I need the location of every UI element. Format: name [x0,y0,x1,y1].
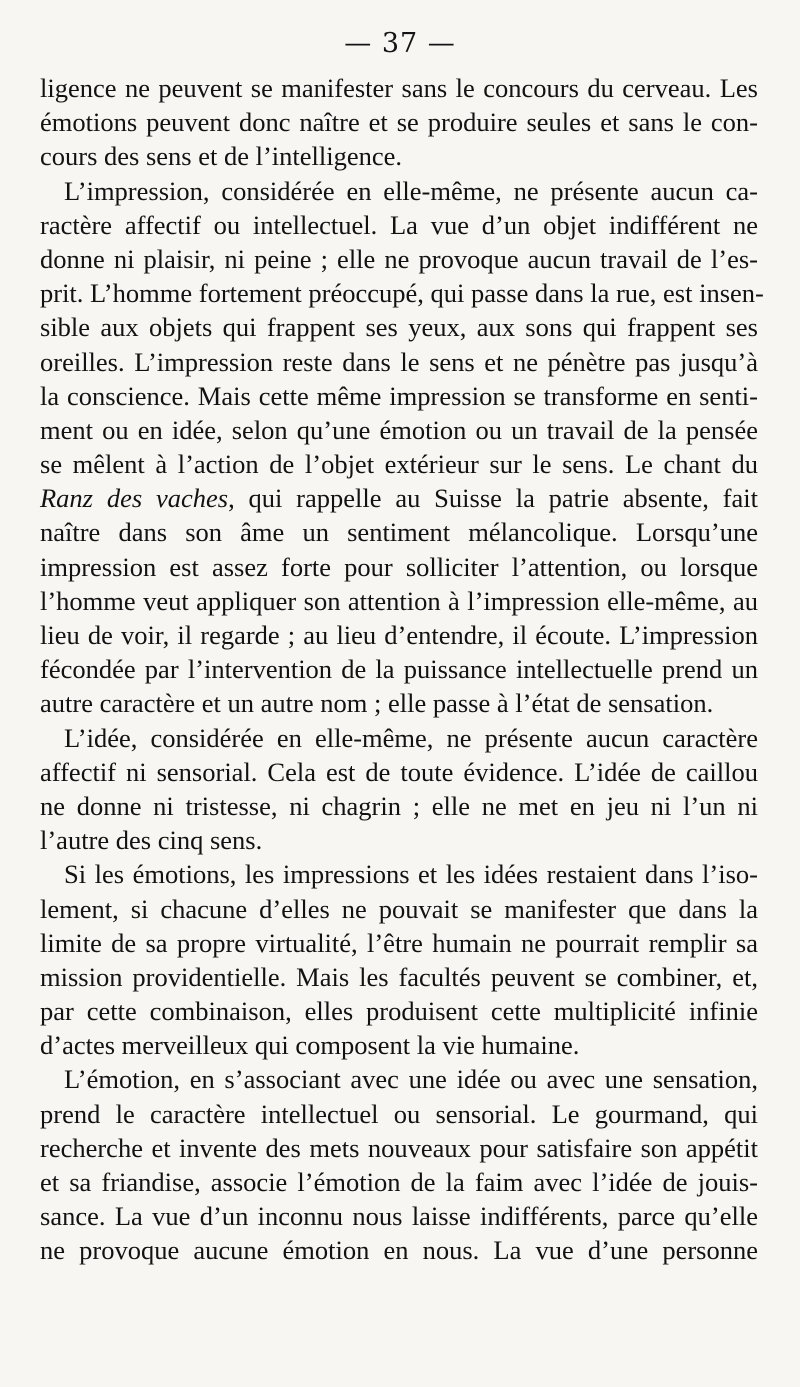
text-line: lieu de voir, il regarde ; au lieu d’entendre, il écoute. L’impression [40,620,758,650]
text-line [40,481,758,515]
text-line: l’autre des cinq sens. [40,825,263,856]
text-line-rest: , qui rappelle au Suisse la patrie absente, fait [228,483,758,514]
text-line: prit. L’homme fortement préoccupé, qui passe dans la rue, est insen- [40,278,764,309]
paragraph [40,174,764,721]
text-line: affectif ni sensorial. Cela est de toute évidence. L’idée de caillou [40,756,758,787]
text-line: naître dans son âme un sentiment mélancolique. Lorsqu’une [40,517,758,548]
italic-title: Ranz des vaches [40,483,229,514]
text-line: ractère affectif ou intellectuel. La vue d’un objet indifférent ne [40,209,758,240]
text-line: Si les émotions, les impressions et les idées restaient dans l’iso- [64,859,758,890]
text-line: sance. La vue d’un inconnu nous laisse indifférents, parce qu’elle [40,1201,758,1232]
text-line: ment ou en idée, selon qu’une émotion ou un travail de la pensée [40,414,758,445]
paragraph [40,71,758,174]
text-line: se mêlent à l’action de l’objet extérieur sur le sens. Le chant du [40,449,758,480]
text-line: donne ni plaisir, ni peine ; elle ne provoque aucun travail de l’es- [40,243,758,274]
text-line: d’actes merveilleux qui composent la vie humaine. [40,1030,580,1061]
text-line: fécondée par l’intervention de la puissance intellectuelle prend un [40,654,758,685]
body-text [40,71,764,1268]
text-line: par cette combinaison, elles produisent cette multiplicité infinie [40,996,758,1027]
text-line: oreilles. L’impression reste dans le sens et ne pénètre pas jusqu’à [40,346,758,377]
text-line: lement, si chacune d’elles ne pouvait se manifester que dans la [40,893,758,924]
text-line: ligence ne peuvent se manifester sans le concours du cerveau. Les [40,73,758,103]
text-line: l’homme veut appliquer son attention à l’impression elle-même, au [40,585,758,616]
text-line: ne donne ni tristesse, ni chagrin ; elle ne met en jeu ni l’un ni [40,790,758,821]
text-line: ne provoque aucune émotion en nous. La vue d’une personne [40,1235,758,1266]
paragraph [40,857,758,1062]
text-line: L’émotion, en s’associant avec une idée ou avec une sensation, [64,1064,758,1095]
text-line: émotions peuvent donc naître et se produire seules et sans le con- [40,107,758,138]
text-line: et sa friandise, associe l’émotion de la faim avec l’idée de jouis- [40,1167,758,1197]
text-line: la conscience. Mais cette même impression se transforme en senti- [40,380,758,411]
text-line: impression est assez forte pour solliciter l’attention, ou lorsque [40,551,758,582]
text-line: sible aux objets qui frappent ses yeux, aux sons qui frappent ses [40,312,758,343]
text-line: recherche et invente des mets nouveaux pour satisfaire son appétit [40,1132,758,1163]
page-number: — 37 — [344,28,456,59]
text-line: limite de sa propre virtualité, l’être humain ne pourrait remplir sa [40,927,758,958]
text-line: prend le caractère intellectuel ou sensorial. Le gourmand, qui [40,1098,758,1129]
paragraph [40,721,758,858]
text-line: autre caractère et un autre nom ; elle passe à l’état de sensation. [40,688,714,719]
text-line: L’idée, considérée en elle-même, ne présente aucun caractère [64,722,758,753]
text-line: cours des sens et de l’intelligence. [40,141,403,172]
text-line: mission providentielle. Mais les facultés peuvent se combiner, et, [40,961,758,992]
paragraph [40,1062,758,1267]
text-line: L’impression, considérée en elle-même, ne présente aucun ca- [64,175,758,206]
